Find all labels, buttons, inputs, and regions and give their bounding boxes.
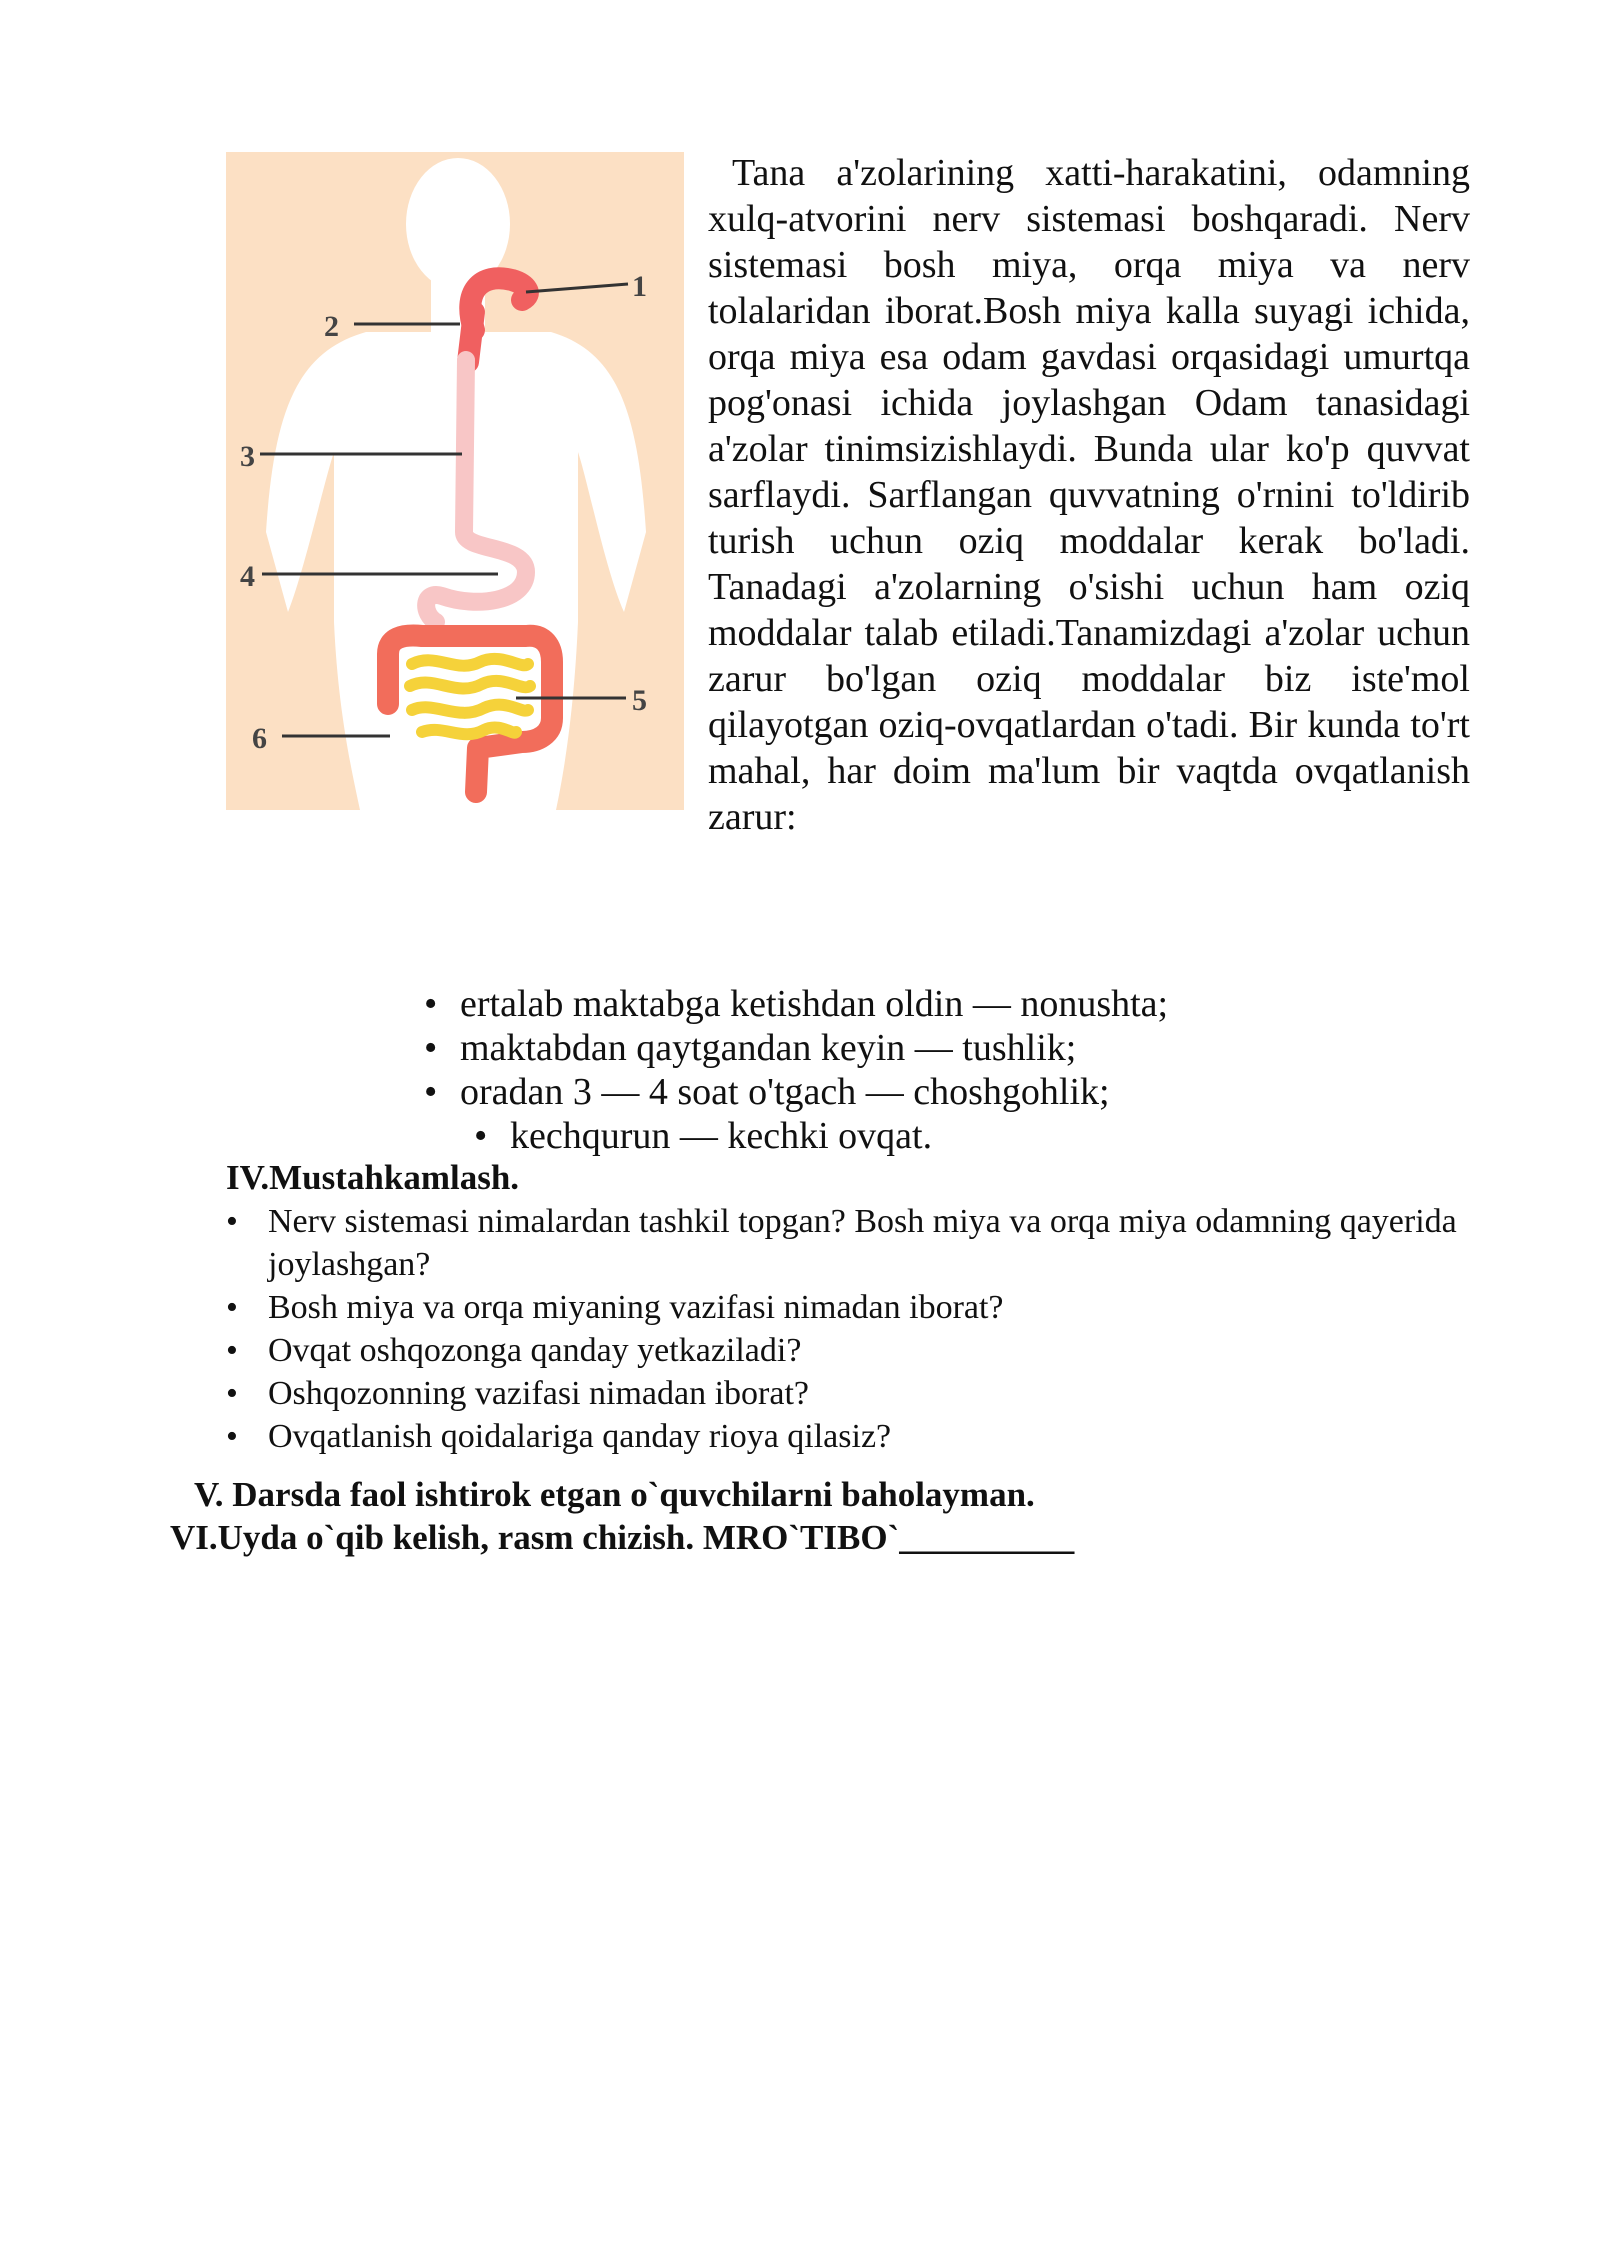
meal-item-dinner: • kechqurun — kechki ovqat. — [470, 1114, 1168, 1158]
section-iv-title: IV.Mustahkamlash. — [226, 1158, 520, 1197]
digestive-system-figure — [226, 152, 684, 810]
meal-schedule-list — [420, 982, 1168, 1158]
question-item: • Bosh miya va orqa miyaning vazifasi nimadan iborat? — [224, 1286, 1484, 1329]
meal-item-snack: • oradan 3 — 4 soat o'tgach — choshgohlik; — [420, 1070, 1168, 1114]
question-item: • Ovqatlanish qoidalariga qanday rioya qilasiz? — [224, 1415, 1484, 1458]
review-questions-list — [224, 1200, 1484, 1458]
question-item: • Ovqat oshqozonga qanday yetkaziladi? — [224, 1329, 1484, 1372]
intro-paragraph: Tana a'zolarining xatti-harakatini, odamning xulq-atvorini nerv sistemasi boshqaradi. Nerv sistemasi bosh miya, orqa miya va nerv tolalaridan iborat.Bosh miya kalla suyagi ichida, orqa miya esa odam gavdasi orqasidagi umurtqa pog'onasi ichida joylashgan Odam tanasidagi a'zolar tinimsizishlaydi. Bunda ular ko'p quvvat sarflaydi. Sarflangan quvvatning o'rnini to'ldirib turish uchun oziq moddalar kerak bo'ladi. Tanadagi a'zolarning o'sishi uchun ham oziq moddalar talab etiladi.Tanamizdagi a'zolar uchun zarur bo'lgan oziq moddalar biz iste'mol qilayotgan oziq-ovqatlardan o'tadi. Bir kunda to'rt mahal, har doim ma'lum bir vaqtda ovqatlanish zarur: — [708, 152, 1470, 838]
figure-label-6: 6 — [252, 722, 267, 755]
digestive-system-diagram — [226, 152, 684, 810]
meal-item-breakfast: • ertalab maktabga ketishdan oldin — nonushta; — [420, 982, 1168, 1026]
figure-label-2: 2 — [324, 310, 339, 343]
question-item: • Oshqozonning vazifasi nimadan iborat? — [224, 1372, 1484, 1415]
question-item: • Nerv sistemasi nimalardan tashkil topgan? Bosh miya va orqa miya odamning qayerida joylashgan? — [224, 1200, 1484, 1286]
figure-label-1: 1 — [632, 270, 647, 303]
section-v-title: V. Darsda faol ishtirok etgan o`quvchilarni baholayman. — [194, 1475, 1035, 1514]
figure-label-5: 5 — [632, 684, 647, 717]
meal-item-lunch: • maktabdan qaytgandan keyin — tushlik; — [420, 1026, 1168, 1070]
figure-label-3: 3 — [240, 440, 255, 473]
section-vi-title: VI.Uyda o`qib kelish, rasm chizish. MRO`TIBO`__________ — [170, 1518, 1075, 1557]
figure-label-4: 4 — [240, 560, 255, 593]
